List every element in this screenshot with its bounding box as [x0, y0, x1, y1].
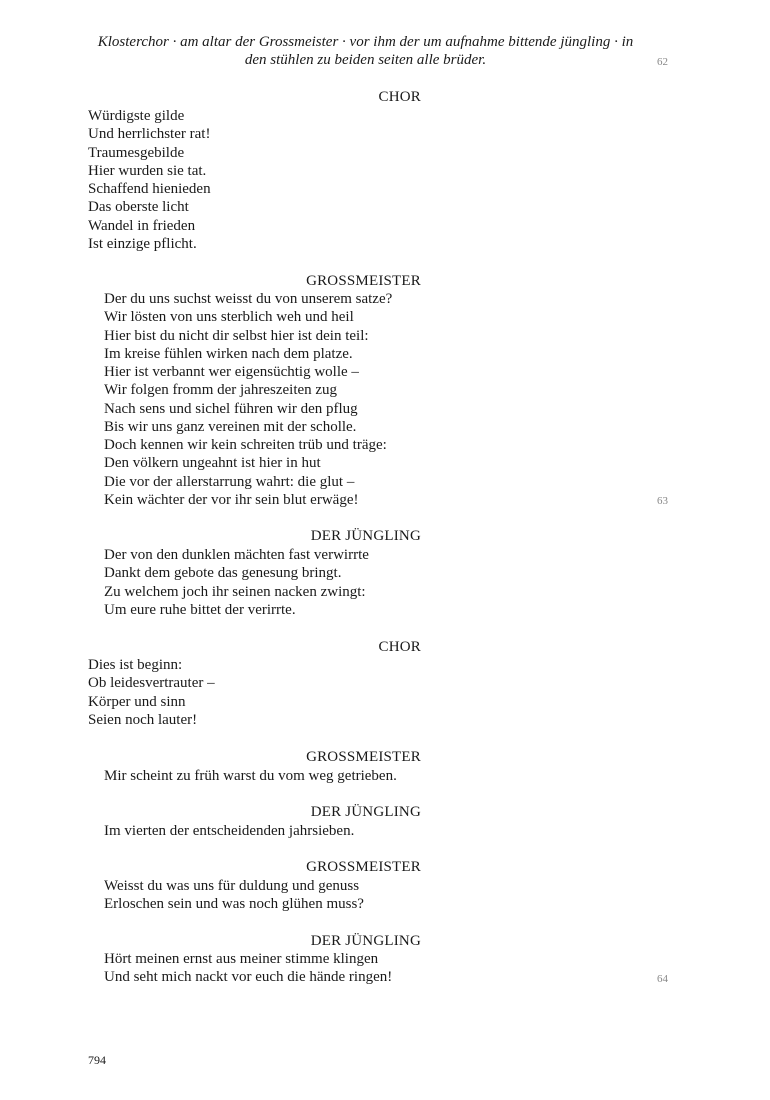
verse-line: Ist einzige pflicht.	[88, 235, 197, 252]
verse-line: Mir scheint zu früh warst du vom weg getrieben.	[104, 768, 397, 784]
verse-block	[104, 767, 397, 785]
verse-line: Um eure ruhe bittet der verirrte.	[104, 601, 296, 618]
verse-line: Hört meinen ernst aus meiner stimme klingen	[104, 951, 379, 967]
verse-line: Den völkern ungeahnt ist hier in hut	[104, 455, 321, 472]
verse-line: Körper und sinn	[88, 693, 186, 710]
page-number: 794	[88, 1053, 106, 1067]
speaker-name: CHOR	[378, 89, 421, 105]
verse-line: Ob leidesvertrauter –	[88, 675, 215, 692]
speaker-name: DER JÜNGLING	[310, 933, 421, 949]
verse-block	[104, 290, 392, 509]
verse-line: Wir lösten von uns sterblich weh und heil	[104, 309, 354, 326]
verse-line: Wir folgen fromm der jahreszeiten zug	[104, 382, 338, 399]
verse-line: Hier wurden sie tat.	[88, 162, 207, 179]
margin-line-number: 62	[657, 56, 668, 68]
speaker-name: CHOR	[378, 639, 421, 655]
speaker-name: GROSSMEISTER	[306, 273, 421, 289]
verse-line: Dankt dem gebote das genesung bringt.	[104, 565, 342, 582]
verse-line: Im kreise fühlen wirken nach dem platze.	[104, 345, 353, 362]
verse-line: Erloschen sein und was noch glühen muss?	[104, 896, 364, 913]
verse-line: Und seht mich nackt vor euch die hände ringen!	[104, 969, 393, 986]
verse-line: Der du uns suchst weisst du von unserem satze?	[104, 291, 393, 307]
verse-block	[88, 107, 211, 253]
verse-line: Nach sens und sichel führen wir den pflug	[104, 400, 358, 417]
verse-block	[104, 546, 369, 619]
verse-line: Würdigste gilde	[88, 108, 185, 124]
verse-line: Im vierten der entscheidenden jahrsieben.	[104, 823, 355, 839]
verse-line: Zu welchem joch ihr seinen nacken zwingt:	[104, 583, 366, 600]
verse-line: Hier ist verbannt wer eigensüchtig wolle –	[104, 364, 359, 380]
verse-line: Traumesgebilde	[88, 144, 185, 161]
margin-line-number: 63	[657, 495, 668, 507]
margin-line-number: 64	[657, 973, 668, 985]
verse-block	[104, 822, 354, 840]
speaker-name: GROSSMEISTER	[306, 859, 421, 875]
verse-line: Weisst du was uns für duldung und genuss	[104, 878, 360, 894]
verse-line: Das oberste licht	[88, 199, 189, 216]
verse-block	[104, 950, 392, 987]
verse-line: Der von den dunklen mächten fast verwirrte	[104, 547, 369, 563]
verse-line: Und herrlichster rat!	[88, 126, 211, 143]
verse-line: Schaffend hienieden	[88, 181, 211, 197]
speaker-name: GROSSMEISTER	[306, 749, 421, 765]
stage-direction: Klosterchor · am altar der Grossmeister · vor ihm der um aufnahme bittende jüngling · in den stühlen zu beiden seiten alle brüder.	[97, 34, 634, 68]
verse-line: Kein wächter der vor ihr sein blut erwäge!	[104, 491, 359, 508]
verse-line: Wandel in frieden	[88, 217, 196, 234]
verse-line: Doch kennen wir kein schreiten trüb und träge:	[104, 437, 387, 453]
verse-line: Hier bist du nicht dir selbst hier ist dein teil:	[104, 327, 369, 344]
verse-line: Bis wir uns ganz vereinen mit der scholle.	[104, 418, 357, 435]
speaker-name: DER JÜNGLING	[310, 528, 421, 544]
verse-block	[104, 877, 364, 914]
verse-line: Dies ist beginn:	[88, 657, 183, 673]
verse-line: Seien noch lauter!	[88, 711, 198, 728]
speaker-name: DER JÜNGLING	[310, 804, 421, 820]
verse-line: Die vor der allerstarrung wahrt: die glut –	[104, 473, 355, 490]
verse-block	[88, 656, 215, 729]
